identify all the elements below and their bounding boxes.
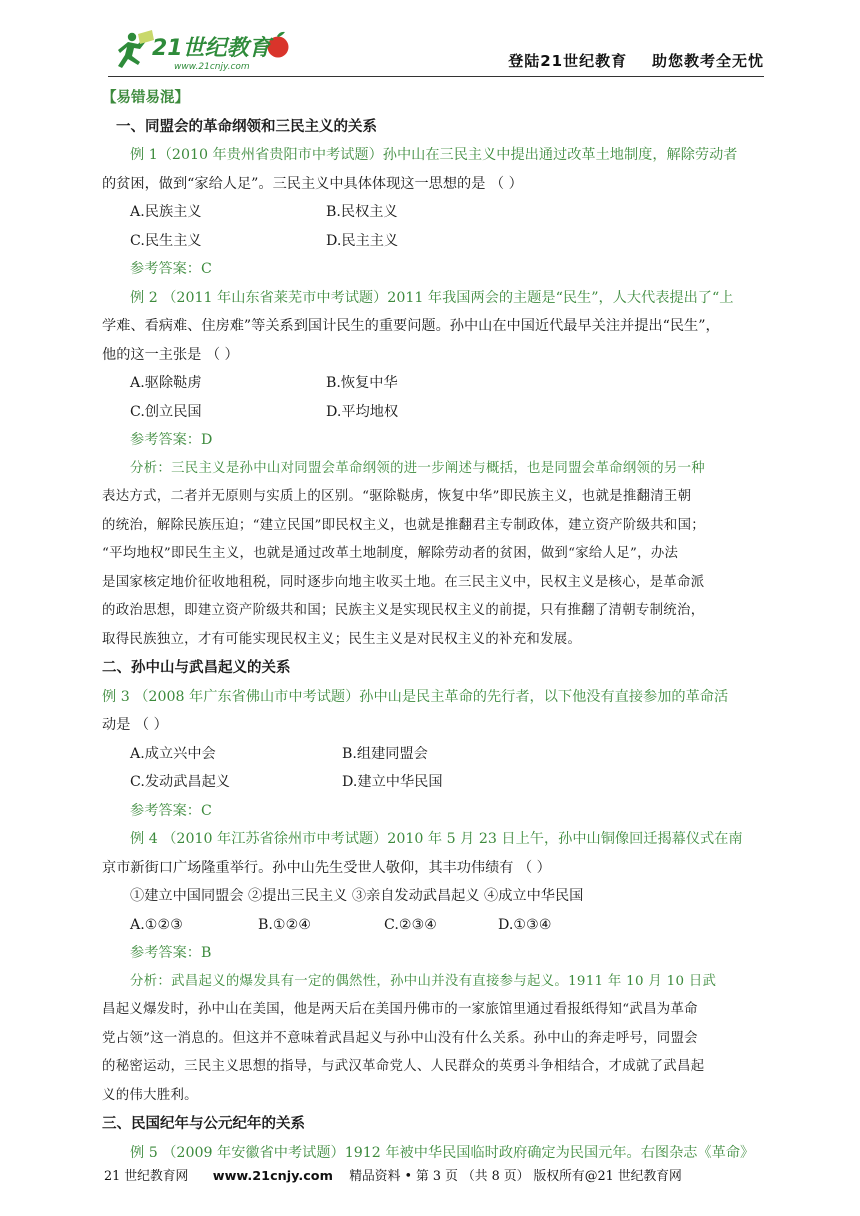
example-3-line-1: 例 3 （2008 年广东省佛山市中考试题）孙中山是民主革命的先行者，以下他没有直接参加的革命活 — [102, 688, 729, 705]
option-c: C.创立民国 — [130, 403, 202, 420]
footer-site: 21 世纪教育网 — [104, 1169, 189, 1184]
option-a: A.驱除鞑虏 — [130, 375, 202, 391]
page-content — [102, 84, 766, 1167]
analysis-line: 党占领”这一消息的。但这并不意味着武昌起义与孙中山没有什么关系。孙中山的奔走呼号，同盟会 — [102, 1030, 698, 1046]
logo-url: www.21cnjy.com — [174, 62, 250, 72]
example-4-options — [102, 911, 766, 940]
analysis-line: 是国家核定地价征收地租税，同时逐步向地主收买土地。在三民主义中，民权主义是核心，是革命派 — [102, 574, 705, 590]
analysis-line: 取得民族独立，才有可能实现民权主义；民生主义是对民权主义的补充和发展。 — [102, 631, 582, 647]
option-c: C.②③④ — [384, 916, 438, 933]
example-3-options-row-2 — [102, 768, 766, 797]
option-c: C.发动武昌起义 — [130, 774, 230, 790]
apple-icon — [268, 32, 289, 58]
analysis-1 — [102, 455, 766, 655]
analysis-line: 表达方式，二者并无原则与实质上的区别。“驱除鞑虏，恢复中华”即民族主义，也就是推翻清王朝 — [102, 489, 692, 504]
footer-info: 精品资料 • 第 3 页 （共 8 页） 版权所有@21 世纪教育网 — [349, 1169, 682, 1184]
example-5-line-1: 例 5 （2009 年安徽省中考试题）1912 年被中华民国临时政府确定为民国元年。右图杂志《革命》 — [130, 1144, 755, 1161]
example-4-line-2: 京市新街口广场隆重举行。孙中山先生受世人敬仰，其丰功伟绩有 （ ） — [102, 859, 551, 876]
example-2-options-row-1 — [102, 369, 766, 398]
option-a: A.民族主义 — [130, 204, 202, 220]
example-1-line-2: 的贫困，做到“家给人足”。三民主义中具体体现这一思想的是 （ ） — [102, 175, 523, 192]
section-title-1: 一、同盟会的革命纲领和三民主义的关系 — [116, 118, 377, 135]
page-header — [108, 28, 764, 76]
option-d: D.民主主义 — [326, 232, 399, 249]
option-a: A.①②③ — [130, 916, 183, 933]
answer-3: 参考答案：C — [130, 802, 212, 819]
page-footer — [104, 1165, 682, 1184]
header-divider — [108, 76, 764, 77]
example-2-line-3: 他的这一主张是 （ ） — [102, 346, 239, 363]
example-1-options-row-2 — [102, 227, 766, 256]
analysis-line: 义的伟大胜利。 — [102, 1087, 198, 1103]
answer-2: 参考答案：D — [130, 432, 213, 448]
example-3-line-2: 动是 （ ） — [102, 717, 168, 733]
logo — [108, 28, 298, 74]
example-3-options-row-1 — [102, 740, 766, 769]
footer-url[interactable]: www.21cnjy.com — [212, 1169, 333, 1184]
section-title-2: 二、孙中山与武昌起义的关系 — [102, 660, 291, 676]
analysis-line: 的政治思想，即建立资产阶级共和国；民族主义是实现民权主义的前提，只有推翻了清朝专制统治， — [102, 603, 705, 618]
option-b: B.恢复中华 — [326, 375, 398, 391]
header-slogan: 登陆21世纪教育 助您教考全无忧 — [508, 52, 764, 70]
analysis-line: 昌起义爆发时，孙中山在美国，他是两天后在美国丹佛市的一家旅馆里通过看报纸得知“武昌为革命 — [102, 1002, 698, 1017]
logo-text: 21世纪教育 — [152, 36, 271, 61]
answer-1: 参考答案：C — [130, 261, 212, 277]
example-4-line-1: 例 4 （2010 年江苏省徐州市中考试题）2010 年 5 月 23 日上午，孙中山铜像回迁揭幕仪式在南 — [130, 831, 743, 847]
answer-4: 参考答案：B — [130, 945, 212, 961]
option-d: D.建立中华民国 — [342, 774, 443, 790]
example-1-line-1 — [102, 141, 766, 170]
example-2-options-row-2 — [102, 398, 766, 427]
analysis-line: 的秘密运动，三民主义思想的指导，与武汉革命党人、人民群众的英勇斗争相结合，才成就了武昌起 — [102, 1059, 705, 1074]
example-1-options-row-1 — [102, 198, 766, 227]
option-d: D.平均地权 — [326, 403, 399, 420]
example-2-line-2: 学难、看病难、住房难”等关系到国计民生的重要问题。孙中山在中国近代最早关注并提出“民生”， — [102, 318, 720, 334]
option-d: D.①③④ — [498, 916, 552, 933]
analysis-2 — [102, 968, 766, 1111]
option-b: B.组建同盟会 — [342, 745, 428, 762]
analysis-line: 的统治，解除民族压迫；“建立民国”即民权主义，也就是推翻君主专制政体，建立资产阶级共和国； — [102, 517, 705, 533]
option-a: A.成立兴中会 — [130, 745, 216, 762]
analysis-line: 分析：三民主义是孙中山对同盟会革命纲领的进一步阐述与概括，也是同盟会革命纲领的另一种 — [130, 460, 706, 476]
section-title-3: 三、民国纪年与公元纪年的关系 — [102, 1116, 305, 1132]
option-b: B.①②④ — [258, 916, 312, 933]
section-heading: 【易错易混】 — [102, 90, 189, 106]
example-4-items: ①建立中国同盟会 ②提出三民主义 ③亲自发动武昌起义 ④成立中华民国 — [130, 888, 584, 904]
example-2-line-1: 例 2 （2011 年山东省莱芜市中考试题）2011 年我国两会的主题是“民生”，人大代表提出了“上 — [130, 289, 734, 306]
option-c: C.民生主义 — [130, 232, 202, 249]
example-1-text: 例 1（2010 年贵州省贵阳市中考试题）孙中山在三民主义中提出通过改革土地制度，解除劳动者 — [130, 147, 738, 163]
option-b: B.民权主义 — [326, 204, 398, 220]
analysis-line: 分析：武昌起义的爆发具有一定的偶然性，孙中山并没有直接参与起义。1911 年 10 月 10 日武 — [130, 973, 717, 989]
analysis-line: “平均地权”即民生主义，也就是通过改革土地制度，解除劳动者的贫困，做到“家给人足”，办法 — [102, 546, 679, 561]
